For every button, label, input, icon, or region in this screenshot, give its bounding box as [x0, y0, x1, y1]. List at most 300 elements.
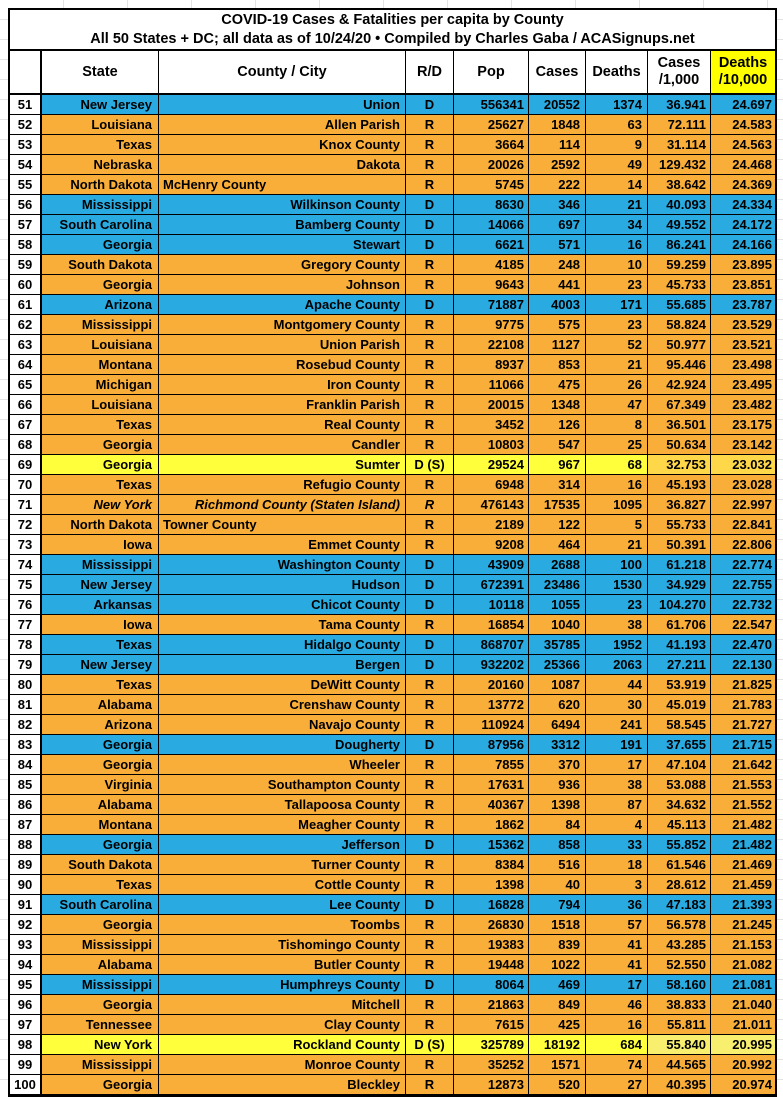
- party-cell[interactable]: R: [406, 815, 454, 835]
- deaths-per-10000-cell[interactable]: 21.040: [711, 995, 775, 1015]
- pop-cell[interactable]: 20026: [454, 155, 529, 175]
- deaths-cell[interactable]: 46: [586, 995, 648, 1015]
- deaths-cell[interactable]: 25: [586, 435, 648, 455]
- deaths-cell[interactable]: 30: [586, 695, 648, 715]
- state-cell[interactable]: Georgia: [42, 455, 159, 475]
- cases-per-1000-cell[interactable]: 58.545: [648, 715, 711, 735]
- pop-cell[interactable]: 476143: [454, 495, 529, 515]
- cases-per-1000-cell[interactable]: 44.565: [648, 1055, 711, 1075]
- party-cell[interactable]: D: [406, 195, 454, 215]
- pop-cell[interactable]: 7615: [454, 1015, 529, 1035]
- state-cell[interactable]: Georgia: [42, 915, 159, 935]
- state-cell[interactable]: Georgia: [42, 755, 159, 775]
- county-cell[interactable]: DeWitt County: [159, 675, 406, 695]
- header-pop[interactable]: Pop: [454, 51, 529, 95]
- deaths-per-10000-cell[interactable]: 21.153: [711, 935, 775, 955]
- party-cell[interactable]: R: [406, 695, 454, 715]
- cases-cell[interactable]: 794: [529, 895, 586, 915]
- party-cell[interactable]: D: [406, 295, 454, 315]
- state-cell[interactable]: Arizona: [42, 295, 159, 315]
- deaths-cell[interactable]: 36: [586, 895, 648, 915]
- cases-per-1000-cell[interactable]: 31.114: [648, 135, 711, 155]
- deaths-per-10000-cell[interactable]: 23.032: [711, 455, 775, 475]
- deaths-per-10000-cell[interactable]: 21.715: [711, 735, 775, 755]
- pop-cell[interactable]: 15362: [454, 835, 529, 855]
- pop-cell[interactable]: 16854: [454, 615, 529, 635]
- cases-cell[interactable]: 25366: [529, 655, 586, 675]
- cases-cell[interactable]: 441: [529, 275, 586, 295]
- state-cell[interactable]: Montana: [42, 815, 159, 835]
- deaths-cell[interactable]: 44: [586, 675, 648, 695]
- header-deaths[interactable]: Deaths: [586, 51, 648, 95]
- pop-cell[interactable]: 868707: [454, 635, 529, 655]
- deaths-cell[interactable]: 74: [586, 1055, 648, 1075]
- cases-per-1000-cell[interactable]: 61.706: [648, 615, 711, 635]
- pop-cell[interactable]: 5745: [454, 175, 529, 195]
- cases-cell[interactable]: 248: [529, 255, 586, 275]
- cases-per-1000-cell[interactable]: 45.733: [648, 275, 711, 295]
- state-cell[interactable]: Arizona: [42, 715, 159, 735]
- deaths-cell[interactable]: 16: [586, 235, 648, 255]
- cases-per-1000-cell[interactable]: 34.929: [648, 575, 711, 595]
- county-cell[interactable]: Hudson: [159, 575, 406, 595]
- deaths-per-10000-cell[interactable]: 23.175: [711, 415, 775, 435]
- row-number-cell[interactable]: 86: [10, 795, 42, 815]
- deaths-cell[interactable]: 4: [586, 815, 648, 835]
- deaths-per-10000-cell[interactable]: 24.334: [711, 195, 775, 215]
- deaths-cell[interactable]: 23: [586, 275, 648, 295]
- county-cell[interactable]: McHenry County: [159, 175, 406, 195]
- pop-cell[interactable]: 10803: [454, 435, 529, 455]
- deaths-cell[interactable]: 33: [586, 835, 648, 855]
- county-cell[interactable]: Rosebud County: [159, 355, 406, 375]
- cases-per-1000-cell[interactable]: 45.113: [648, 815, 711, 835]
- state-cell[interactable]: Tennessee: [42, 1015, 159, 1035]
- deaths-cell[interactable]: 1374: [586, 95, 648, 115]
- deaths-cell[interactable]: 38: [586, 615, 648, 635]
- deaths-cell[interactable]: 57: [586, 915, 648, 935]
- cases-cell[interactable]: 6494: [529, 715, 586, 735]
- deaths-cell[interactable]: 241: [586, 715, 648, 735]
- county-cell[interactable]: Bamberg County: [159, 215, 406, 235]
- state-cell[interactable]: Mississippi: [42, 935, 159, 955]
- party-cell[interactable]: R: [406, 1075, 454, 1095]
- county-cell[interactable]: Richmond County (Staten Island): [159, 495, 406, 515]
- county-cell[interactable]: Tama County: [159, 615, 406, 635]
- county-cell[interactable]: Union Parish: [159, 335, 406, 355]
- party-cell[interactable]: R: [406, 135, 454, 155]
- deaths-per-10000-cell[interactable]: 21.825: [711, 675, 775, 695]
- county-cell[interactable]: Meagher County: [159, 815, 406, 835]
- cases-cell[interactable]: 2592: [529, 155, 586, 175]
- cases-cell[interactable]: 1518: [529, 915, 586, 935]
- county-cell[interactable]: Apache County: [159, 295, 406, 315]
- pop-cell[interactable]: 22108: [454, 335, 529, 355]
- cases-cell[interactable]: 516: [529, 855, 586, 875]
- state-cell[interactable]: Texas: [42, 135, 159, 155]
- pop-cell[interactable]: 8384: [454, 855, 529, 875]
- party-cell[interactable]: R: [406, 435, 454, 455]
- cases-cell[interactable]: 314: [529, 475, 586, 495]
- row-number-cell[interactable]: 57: [10, 215, 42, 235]
- pop-cell[interactable]: 110924: [454, 715, 529, 735]
- row-number-cell[interactable]: 58: [10, 235, 42, 255]
- row-number-cell[interactable]: 99: [10, 1055, 42, 1075]
- pop-cell[interactable]: 17631: [454, 775, 529, 795]
- state-cell[interactable]: Louisiana: [42, 115, 159, 135]
- county-cell[interactable]: Montgomery County: [159, 315, 406, 335]
- cases-cell[interactable]: 18192: [529, 1035, 586, 1055]
- deaths-cell[interactable]: 34: [586, 215, 648, 235]
- county-cell[interactable]: Candler: [159, 435, 406, 455]
- party-cell[interactable]: R: [406, 315, 454, 335]
- cases-per-1000-cell[interactable]: 58.824: [648, 315, 711, 335]
- header-state[interactable]: State: [42, 51, 159, 95]
- deaths-cell[interactable]: 26: [586, 375, 648, 395]
- county-cell[interactable]: Franklin Parish: [159, 395, 406, 415]
- deaths-per-10000-cell[interactable]: 23.529: [711, 315, 775, 335]
- row-number-cell[interactable]: 54: [10, 155, 42, 175]
- deaths-cell[interactable]: 23: [586, 315, 648, 335]
- cases-cell[interactable]: 858: [529, 835, 586, 855]
- party-cell[interactable]: D: [406, 735, 454, 755]
- pop-cell[interactable]: 9643: [454, 275, 529, 295]
- deaths-per-10000-cell[interactable]: 23.787: [711, 295, 775, 315]
- party-cell[interactable]: R: [406, 475, 454, 495]
- deaths-cell[interactable]: 5: [586, 515, 648, 535]
- state-cell[interactable]: South Carolina: [42, 215, 159, 235]
- row-number-cell[interactable]: 93: [10, 935, 42, 955]
- cases-per-1000-cell[interactable]: 61.546: [648, 855, 711, 875]
- cases-per-1000-cell[interactable]: 50.977: [648, 335, 711, 355]
- state-cell[interactable]: South Dakota: [42, 255, 159, 275]
- deaths-cell[interactable]: 1530: [586, 575, 648, 595]
- deaths-cell[interactable]: 23: [586, 595, 648, 615]
- cases-cell[interactable]: 1040: [529, 615, 586, 635]
- cases-cell[interactable]: 475: [529, 375, 586, 395]
- row-number-cell[interactable]: 72: [10, 515, 42, 535]
- row-number-cell[interactable]: 100: [10, 1075, 42, 1095]
- party-cell[interactable]: R: [406, 935, 454, 955]
- cases-per-1000-cell[interactable]: 47.183: [648, 895, 711, 915]
- deaths-cell[interactable]: 1095: [586, 495, 648, 515]
- deaths-per-10000-cell[interactable]: 21.482: [711, 835, 775, 855]
- row-number-cell[interactable]: 76: [10, 595, 42, 615]
- cases-cell[interactable]: 1087: [529, 675, 586, 695]
- pop-cell[interactable]: 12873: [454, 1075, 529, 1095]
- party-cell[interactable]: D: [406, 215, 454, 235]
- deaths-per-10000-cell[interactable]: 20.992: [711, 1055, 775, 1075]
- cases-cell[interactable]: 1127: [529, 335, 586, 355]
- party-cell[interactable]: R: [406, 755, 454, 775]
- party-cell[interactable]: R: [406, 335, 454, 355]
- row-number-cell[interactable]: 82: [10, 715, 42, 735]
- cases-cell[interactable]: 1055: [529, 595, 586, 615]
- pop-cell[interactable]: 29524: [454, 455, 529, 475]
- pop-cell[interactable]: 14066: [454, 215, 529, 235]
- header-party[interactable]: R/D: [406, 51, 454, 95]
- row-number-cell[interactable]: 85: [10, 775, 42, 795]
- row-number-cell[interactable]: 77: [10, 615, 42, 635]
- cases-per-1000-cell[interactable]: 34.632: [648, 795, 711, 815]
- deaths-per-10000-cell[interactable]: 21.727: [711, 715, 775, 735]
- state-cell[interactable]: Louisiana: [42, 395, 159, 415]
- deaths-per-10000-cell[interactable]: 21.459: [711, 875, 775, 895]
- pop-cell[interactable]: 1862: [454, 815, 529, 835]
- deaths-per-10000-cell[interactable]: 22.755: [711, 575, 775, 595]
- deaths-per-10000-cell[interactable]: 23.498: [711, 355, 775, 375]
- state-cell[interactable]: Montana: [42, 355, 159, 375]
- deaths-cell[interactable]: 21: [586, 535, 648, 555]
- row-number-cell[interactable]: 89: [10, 855, 42, 875]
- cases-cell[interactable]: 547: [529, 435, 586, 455]
- deaths-cell[interactable]: 17: [586, 755, 648, 775]
- cases-per-1000-cell[interactable]: 56.578: [648, 915, 711, 935]
- cases-cell[interactable]: 84: [529, 815, 586, 835]
- cases-cell[interactable]: 1348: [529, 395, 586, 415]
- pop-cell[interactable]: 8630: [454, 195, 529, 215]
- deaths-cell[interactable]: 1952: [586, 635, 648, 655]
- deaths-cell[interactable]: 9: [586, 135, 648, 155]
- party-cell[interactable]: R: [406, 515, 454, 535]
- pop-cell[interactable]: 672391: [454, 575, 529, 595]
- deaths-per-10000-cell[interactable]: 21.393: [711, 895, 775, 915]
- cases-cell[interactable]: 114: [529, 135, 586, 155]
- cases-per-1000-cell[interactable]: 55.840: [648, 1035, 711, 1055]
- party-cell[interactable]: R: [406, 415, 454, 435]
- state-cell[interactable]: New York: [42, 1035, 159, 1055]
- pop-cell[interactable]: 43909: [454, 555, 529, 575]
- header-deaths-per-10000[interactable]: [711, 51, 775, 95]
- cases-cell[interactable]: 1848: [529, 115, 586, 135]
- county-cell[interactable]: Wilkinson County: [159, 195, 406, 215]
- party-cell[interactable]: R: [406, 155, 454, 175]
- deaths-cell[interactable]: 47: [586, 395, 648, 415]
- deaths-per-10000-cell[interactable]: 20.995: [711, 1035, 775, 1055]
- cases-cell[interactable]: 839: [529, 935, 586, 955]
- pop-cell[interactable]: 3664: [454, 135, 529, 155]
- county-cell[interactable]: Sumter: [159, 455, 406, 475]
- cases-per-1000-cell[interactable]: 50.391: [648, 535, 711, 555]
- state-cell[interactable]: Georgia: [42, 735, 159, 755]
- party-cell[interactable]: R: [406, 915, 454, 935]
- cases-per-1000-cell[interactable]: 37.655: [648, 735, 711, 755]
- party-cell[interactable]: D (S): [406, 455, 454, 475]
- row-number-cell[interactable]: 91: [10, 895, 42, 915]
- party-cell[interactable]: R: [406, 875, 454, 895]
- county-cell[interactable]: Southampton County: [159, 775, 406, 795]
- party-cell[interactable]: D (S): [406, 1035, 454, 1055]
- row-number-cell[interactable]: 68: [10, 435, 42, 455]
- state-cell[interactable]: New York: [42, 495, 159, 515]
- party-cell[interactable]: D: [406, 235, 454, 255]
- row-number-cell[interactable]: 87: [10, 815, 42, 835]
- pop-cell[interactable]: 9775: [454, 315, 529, 335]
- pop-cell[interactable]: 10118: [454, 595, 529, 615]
- party-cell[interactable]: R: [406, 615, 454, 635]
- pop-cell[interactable]: 35252: [454, 1055, 529, 1075]
- county-cell[interactable]: Towner County: [159, 515, 406, 535]
- county-cell[interactable]: Dougherty: [159, 735, 406, 755]
- state-cell[interactable]: Mississippi: [42, 315, 159, 335]
- deaths-cell[interactable]: 3: [586, 875, 648, 895]
- county-cell[interactable]: Wheeler: [159, 755, 406, 775]
- party-cell[interactable]: R: [406, 115, 454, 135]
- cases-per-1000-cell[interactable]: 55.811: [648, 1015, 711, 1035]
- deaths-per-10000-cell[interactable]: 23.495: [711, 375, 775, 395]
- cases-per-1000-cell[interactable]: 43.285: [648, 935, 711, 955]
- corner-header-cell[interactable]: [10, 51, 42, 95]
- cases-cell[interactable]: 370: [529, 755, 586, 775]
- row-number-cell[interactable]: 53: [10, 135, 42, 155]
- row-number-cell[interactable]: 75: [10, 575, 42, 595]
- row-number-cell[interactable]: 95: [10, 975, 42, 995]
- deaths-cell[interactable]: 38: [586, 775, 648, 795]
- deaths-cell[interactable]: 27: [586, 1075, 648, 1095]
- state-cell[interactable]: Alabama: [42, 795, 159, 815]
- row-number-cell[interactable]: 66: [10, 395, 42, 415]
- deaths-cell[interactable]: 14: [586, 175, 648, 195]
- pop-cell[interactable]: 25627: [454, 115, 529, 135]
- state-cell[interactable]: Mississippi: [42, 195, 159, 215]
- cases-per-1000-cell[interactable]: 41.193: [648, 635, 711, 655]
- deaths-per-10000-cell[interactable]: 22.470: [711, 635, 775, 655]
- row-number-cell[interactable]: 96: [10, 995, 42, 1015]
- county-cell[interactable]: Refugio County: [159, 475, 406, 495]
- state-cell[interactable]: Arkansas: [42, 595, 159, 615]
- pop-cell[interactable]: 13772: [454, 695, 529, 715]
- cases-cell[interactable]: 17535: [529, 495, 586, 515]
- deaths-per-10000-cell[interactable]: 23.482: [711, 395, 775, 415]
- cases-per-1000-cell[interactable]: 45.193: [648, 475, 711, 495]
- party-cell[interactable]: D: [406, 555, 454, 575]
- row-number-cell[interactable]: 62: [10, 315, 42, 335]
- cases-cell[interactable]: 936: [529, 775, 586, 795]
- pop-cell[interactable]: 9208: [454, 535, 529, 555]
- county-cell[interactable]: Tallapoosa County: [159, 795, 406, 815]
- deaths-per-10000-cell[interactable]: 21.469: [711, 855, 775, 875]
- header-cases-per-1000[interactable]: [648, 51, 711, 95]
- cases-per-1000-cell[interactable]: 129.432: [648, 155, 711, 175]
- cases-cell[interactable]: 126: [529, 415, 586, 435]
- row-number-cell[interactable]: 61: [10, 295, 42, 315]
- cases-cell[interactable]: 575: [529, 315, 586, 335]
- pop-cell[interactable]: 16828: [454, 895, 529, 915]
- party-cell[interactable]: R: [406, 375, 454, 395]
- county-cell[interactable]: Clay County: [159, 1015, 406, 1035]
- county-cell[interactable]: Dakota: [159, 155, 406, 175]
- pop-cell[interactable]: 21863: [454, 995, 529, 1015]
- state-cell[interactable]: New Jersey: [42, 575, 159, 595]
- header-county-city[interactable]: County / City: [159, 51, 406, 95]
- state-cell[interactable]: Texas: [42, 675, 159, 695]
- deaths-cell[interactable]: 63: [586, 115, 648, 135]
- county-cell[interactable]: Lee County: [159, 895, 406, 915]
- deaths-per-10000-cell[interactable]: 24.172: [711, 215, 775, 235]
- cases-cell[interactable]: 23486: [529, 575, 586, 595]
- party-cell[interactable]: D: [406, 595, 454, 615]
- row-number-cell[interactable]: 60: [10, 275, 42, 295]
- pop-cell[interactable]: 8064: [454, 975, 529, 995]
- deaths-cell[interactable]: 171: [586, 295, 648, 315]
- pop-cell[interactable]: 20160: [454, 675, 529, 695]
- pop-cell[interactable]: 19383: [454, 935, 529, 955]
- state-cell[interactable]: North Dakota: [42, 515, 159, 535]
- cases-cell[interactable]: 20552: [529, 95, 586, 115]
- state-cell[interactable]: Michigan: [42, 375, 159, 395]
- deaths-per-10000-cell[interactable]: 24.583: [711, 115, 775, 135]
- row-number-cell[interactable]: 92: [10, 915, 42, 935]
- row-number-cell[interactable]: 88: [10, 835, 42, 855]
- cases-per-1000-cell[interactable]: 27.211: [648, 655, 711, 675]
- state-cell[interactable]: Mississippi: [42, 975, 159, 995]
- row-number-cell[interactable]: 81: [10, 695, 42, 715]
- cases-per-1000-cell[interactable]: 36.501: [648, 415, 711, 435]
- deaths-per-10000-cell[interactable]: 21.553: [711, 775, 775, 795]
- deaths-per-10000-cell[interactable]: 24.468: [711, 155, 775, 175]
- row-number-cell[interactable]: 98: [10, 1035, 42, 1055]
- county-cell[interactable]: Knox County: [159, 135, 406, 155]
- cases-per-1000-cell[interactable]: 38.833: [648, 995, 711, 1015]
- party-cell[interactable]: D: [406, 655, 454, 675]
- party-cell[interactable]: R: [406, 775, 454, 795]
- row-number-cell[interactable]: 97: [10, 1015, 42, 1035]
- state-cell[interactable]: Alabama: [42, 955, 159, 975]
- pop-cell[interactable]: 7855: [454, 755, 529, 775]
- deaths-per-10000-cell[interactable]: 21.642: [711, 755, 775, 775]
- cases-per-1000-cell[interactable]: 49.552: [648, 215, 711, 235]
- cases-cell[interactable]: 464: [529, 535, 586, 555]
- county-cell[interactable]: Bergen: [159, 655, 406, 675]
- state-cell[interactable]: Louisiana: [42, 335, 159, 355]
- row-number-cell[interactable]: 70: [10, 475, 42, 495]
- party-cell[interactable]: R: [406, 1015, 454, 1035]
- cases-per-1000-cell[interactable]: 61.218: [648, 555, 711, 575]
- cases-cell[interactable]: 1022: [529, 955, 586, 975]
- county-cell[interactable]: Stewart: [159, 235, 406, 255]
- cases-per-1000-cell[interactable]: 67.349: [648, 395, 711, 415]
- party-cell[interactable]: R: [406, 795, 454, 815]
- deaths-per-10000-cell[interactable]: 21.552: [711, 795, 775, 815]
- row-number-cell[interactable]: 71: [10, 495, 42, 515]
- state-cell[interactable]: Georgia: [42, 435, 159, 455]
- party-cell[interactable]: R: [406, 715, 454, 735]
- cases-cell[interactable]: 853: [529, 355, 586, 375]
- row-number-cell[interactable]: 84: [10, 755, 42, 775]
- county-cell[interactable]: Iron County: [159, 375, 406, 395]
- pop-cell[interactable]: 6621: [454, 235, 529, 255]
- party-cell[interactable]: D: [406, 575, 454, 595]
- party-cell[interactable]: R: [406, 495, 454, 515]
- cases-cell[interactable]: 697: [529, 215, 586, 235]
- row-number-cell[interactable]: 79: [10, 655, 42, 675]
- row-number-cell[interactable]: 74: [10, 555, 42, 575]
- county-cell[interactable]: Allen Parish: [159, 115, 406, 135]
- state-cell[interactable]: Georgia: [42, 275, 159, 295]
- party-cell[interactable]: R: [406, 275, 454, 295]
- pop-cell[interactable]: 4185: [454, 255, 529, 275]
- cases-cell[interactable]: 1398: [529, 795, 586, 815]
- party-cell[interactable]: R: [406, 855, 454, 875]
- state-cell[interactable]: Virginia: [42, 775, 159, 795]
- deaths-cell[interactable]: 16: [586, 1015, 648, 1035]
- county-cell[interactable]: Chicot County: [159, 595, 406, 615]
- row-number-cell[interactable]: 94: [10, 955, 42, 975]
- row-number-cell[interactable]: 78: [10, 635, 42, 655]
- party-cell[interactable]: R: [406, 395, 454, 415]
- county-cell[interactable]: Hidalgo County: [159, 635, 406, 655]
- deaths-cell[interactable]: 68: [586, 455, 648, 475]
